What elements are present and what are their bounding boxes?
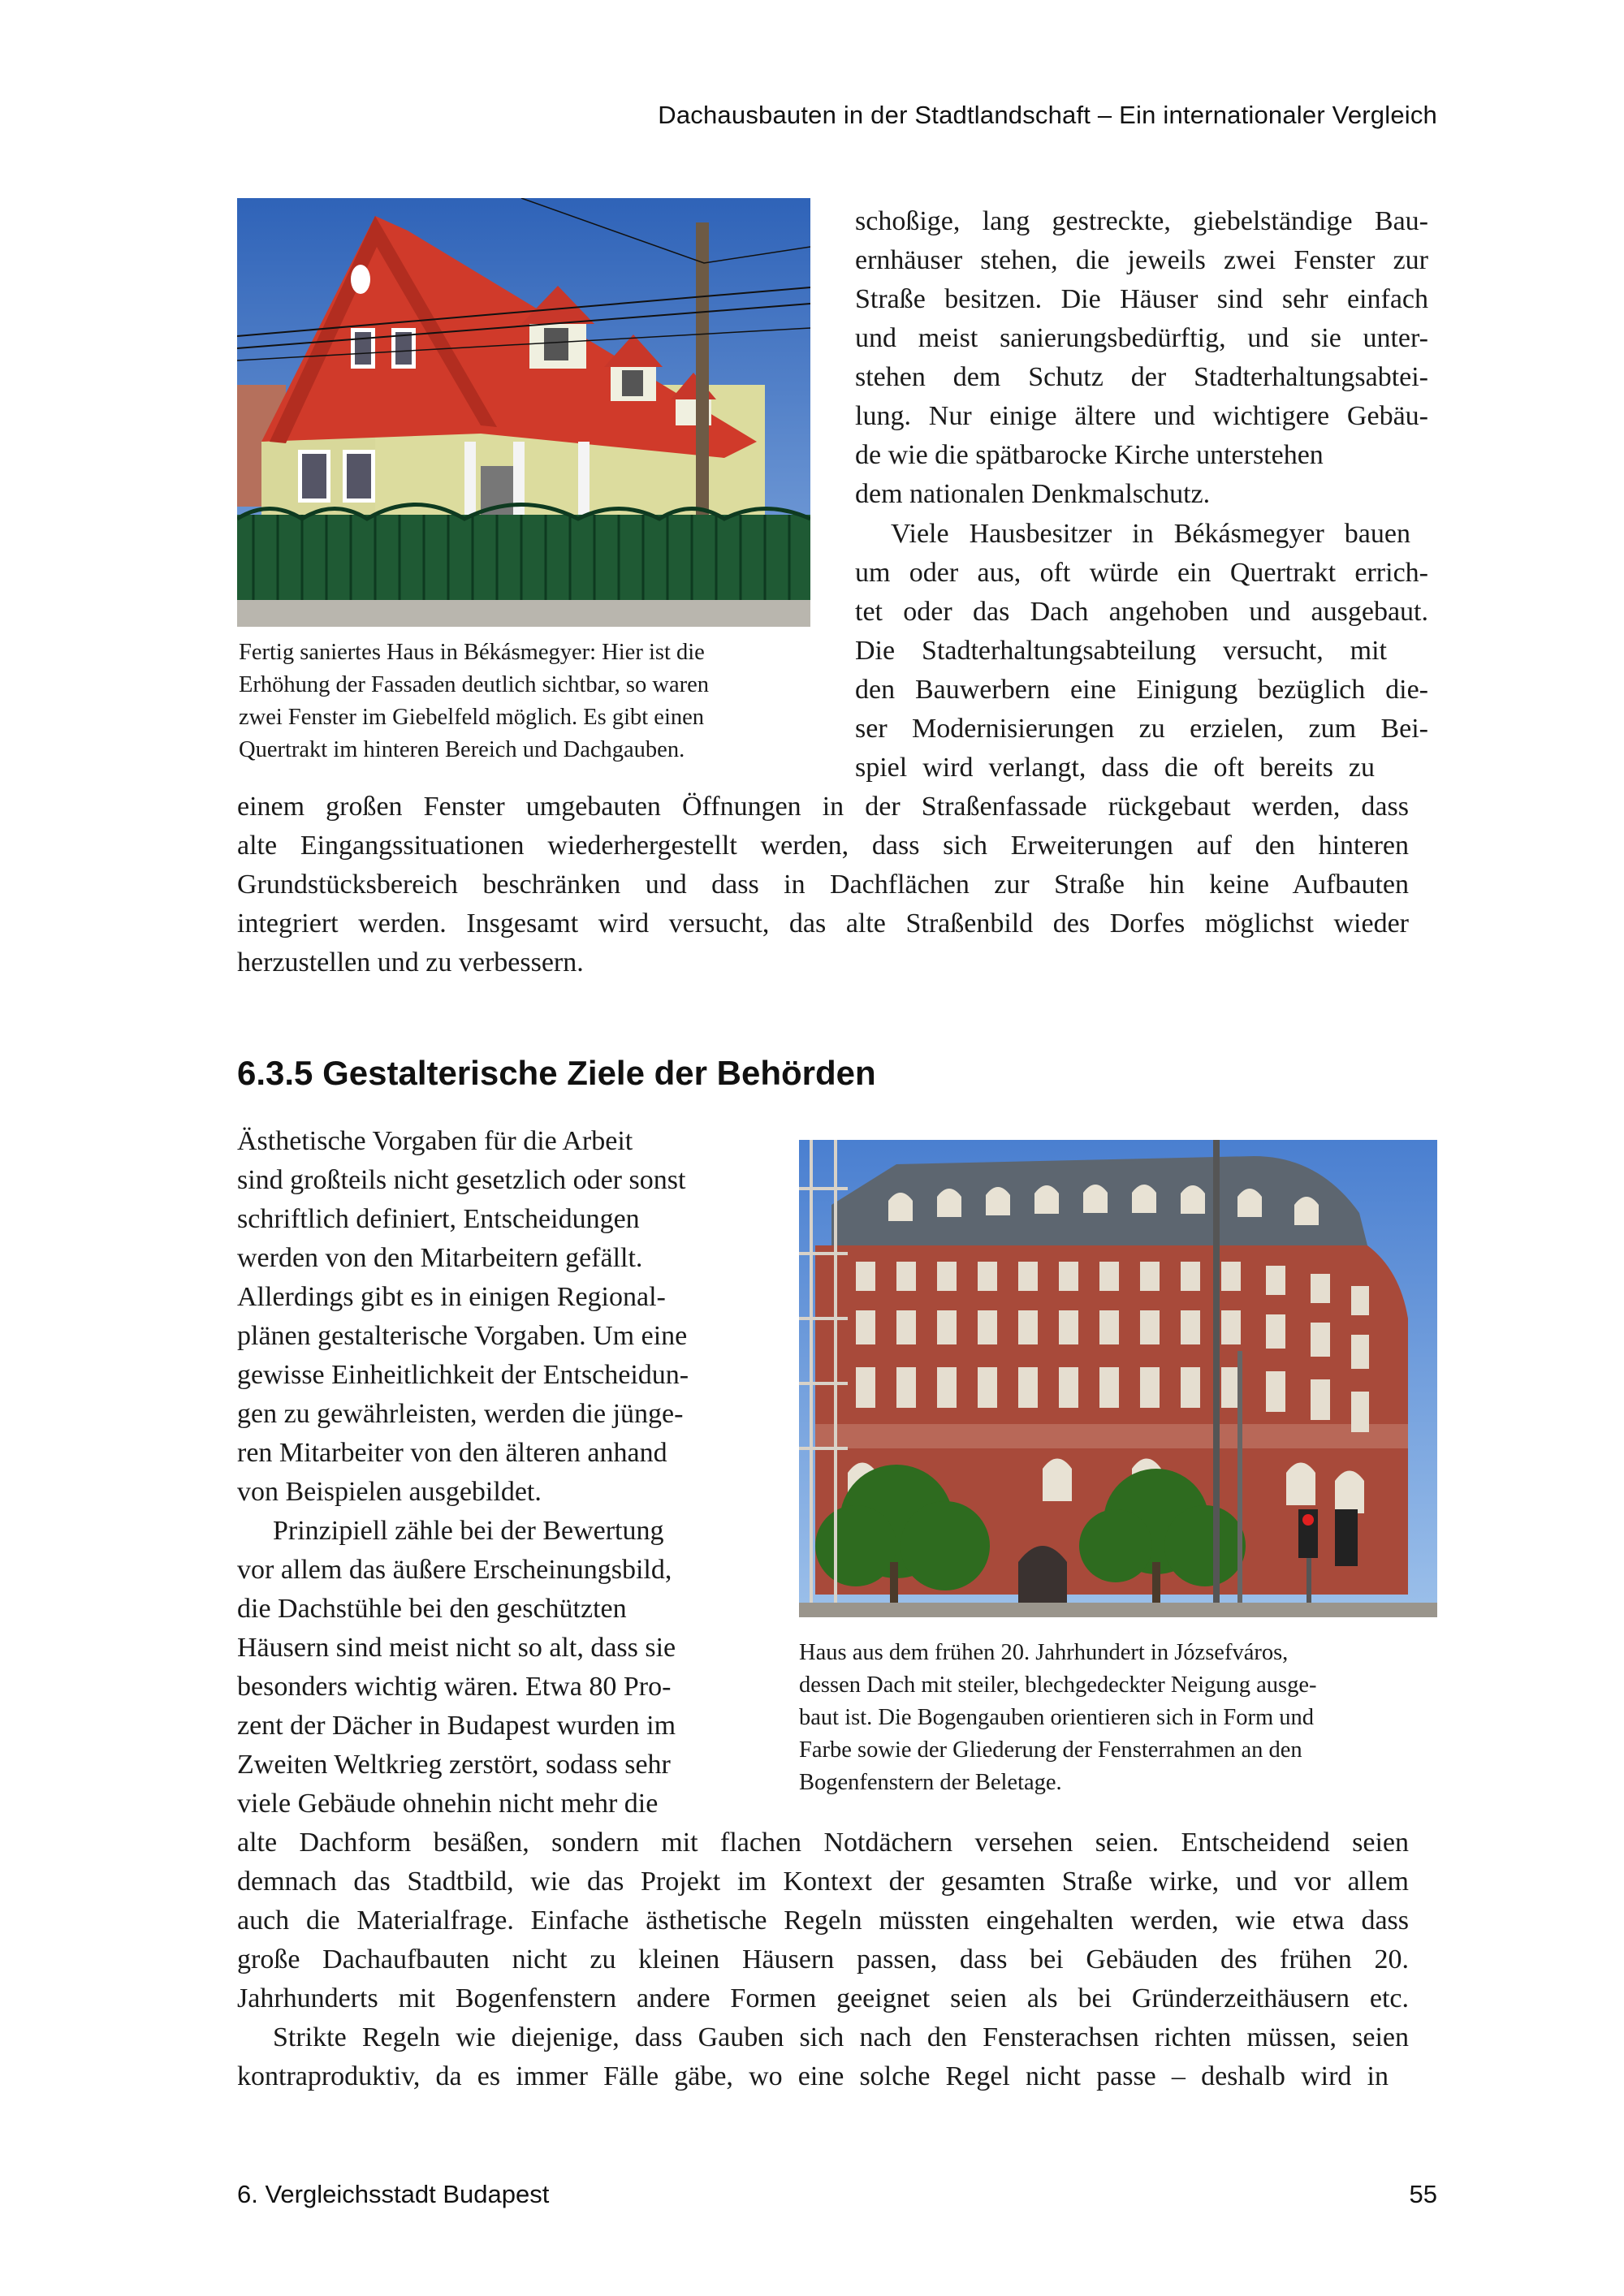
text-line: schoßige, lang gestreckte, giebelständige Bau- xyxy=(855,206,1428,236)
text-line: lung. Nur einige ältere und wichtigere Gebäu- xyxy=(855,401,1428,431)
text-line: dem nationalen Denkmalschutz. xyxy=(855,479,1211,509)
text-line: sind großteils nicht gesetzlich oder sonst xyxy=(237,1165,686,1195)
text-line: Prinzipiell zähle bei der Bewertung xyxy=(273,1516,664,1546)
caption-line: Fertig saniertes Haus in Békásmegyer: Hier ist die xyxy=(239,640,705,665)
text-line: Jahrhunderts mit Bogenfenstern andere Formen geeignet seien als bei Gründerzeithäusern etc. xyxy=(237,1983,1409,2013)
caption-line: zwei Fenster im Giebelfeld möglich. Es gibt einen xyxy=(239,705,705,730)
text-line: Viele Hausbesitzer in Békásmegyer bauen xyxy=(891,519,1410,549)
text-line: Zweiten Weltkrieg zerstört, sodass sehr xyxy=(237,1750,671,1780)
text-line: gewisse Einheitlichkeit der Entscheidun- xyxy=(237,1360,689,1390)
text-line: um oder aus, oft würde ein Quertrakt errich- xyxy=(855,558,1428,588)
text-line: demnach das Stadtbild, wie das Projekt im Kontext der gesamten Straße wirke, und vor allem xyxy=(237,1867,1409,1897)
text-line: gen zu gewährleisten, werden die jünge- xyxy=(237,1399,684,1429)
text-line: einem großen Fenster umgebauten Öffnungen in der Straßenfassade rückgebaut werden, dass xyxy=(237,792,1409,822)
caption-line: Erhöhung der Fassaden deutlich sichtbar, so waren xyxy=(239,672,709,697)
caption-line: dessen Dach mit steiler, blechgedeckter Neigung ausge- xyxy=(799,1672,1317,1698)
text-line: integriert werden. Insgesamt wird versucht, das alte Straßenbild des Dorfes möglichst wieder xyxy=(237,908,1409,939)
text-line: alte Eingangssituationen wiederhergestellt werden, dass sich Erweiterungen auf den hinteren xyxy=(237,831,1409,861)
caption-line: Farbe sowie der Gliederung der Fensterrahmen an den xyxy=(799,1737,1302,1763)
text-line: viele Gebäude ohnehin nicht mehr die xyxy=(237,1789,659,1819)
text-line: ernhäuser stehen, die jeweils zwei Fenster zur xyxy=(855,245,1428,275)
footer-chapter: 6. Vergleichsstadt Budapest xyxy=(237,2180,550,2208)
house-photo xyxy=(237,198,810,627)
text-line: alte Dachform besäßen, sondern mit flachen Notdächern versehen seien. Entscheidend seien xyxy=(237,1828,1409,1858)
text-line: Allerdings gibt es in einigen Regional- xyxy=(237,1282,666,1312)
text-line: Häusern sind meist nicht so alt, dass sie xyxy=(237,1633,676,1663)
text-line: spiel wird verlangt, dass die oft bereits zu xyxy=(855,753,1375,783)
text-line: ren Mitarbeiter von den älteren anhand xyxy=(237,1438,667,1468)
caption-line: baut ist. Die Bogengauben orientieren sich in Form und xyxy=(799,1705,1314,1730)
caption-line: Haus aus dem frühen 20. Jahrhundert in Józsefváros, xyxy=(799,1640,1289,1665)
caption-line: Quertrakt im hinteren Bereich und Dachgauben. xyxy=(239,737,685,762)
text-line: von Beispielen ausgebildet. xyxy=(237,1477,542,1507)
text-line: stehen dem Schutz der Stadterhaltungsabtei- xyxy=(855,362,1428,392)
text-line: Die Stadterhaltungsabteilung versucht, mit xyxy=(855,636,1387,666)
text-line: die Dachstühle bei den geschützten xyxy=(237,1594,627,1624)
text-line: plänen gestalterische Vorgaben. Um eine xyxy=(237,1321,688,1351)
text-line: Straße besitzen. Die Häuser sind sehr einfach xyxy=(855,284,1428,314)
text-line: zent der Dächer in Budapest wurden im xyxy=(237,1711,676,1741)
text-line: Grundstücksbereich beschränken und dass in Dachflächen zur Straße hin keine Aufbauten xyxy=(237,870,1409,900)
text-line: besonders wichtig wären. Etwa 80 Pro- xyxy=(237,1672,672,1702)
text-line: tet oder das Dach angehoben und ausgebaut. xyxy=(855,597,1428,627)
text-line: ser Modernisierungen zu erzielen, zum Bei- xyxy=(855,714,1428,744)
caption-line: Bogenfenstern der Beletage. xyxy=(799,1770,1062,1795)
text-line: den Bauwerbern eine Einigung bezüglich die- xyxy=(855,675,1428,705)
section-heading: 6.3.5 Gestalterische Ziele der Behörden xyxy=(237,1054,876,1092)
text-line: und meist sanierungsbedürftig, und sie unter- xyxy=(855,323,1428,353)
text-line: schriftlich definiert, Entscheidungen xyxy=(237,1204,640,1234)
text-line: Strikte Regeln wie diejenige, dass Gauben sich nach den Fensterachsen richten müssen, seien xyxy=(273,2022,1409,2052)
text-line: kontraproduktiv, da es immer Fälle gäbe, wo eine solche Regel nicht passe – deshalb wird in xyxy=(237,2061,1389,2091)
text-line: herzustellen und zu verbessern. xyxy=(237,947,584,978)
text-line: große Dachaufbauten nicht zu kleinen Häusern passen, dass bei Gebäuden des frühen 20. xyxy=(237,1944,1409,1974)
text-line: auch die Materialfrage. Einfache ästhetische Regeln müssten eingehalten werden, wie etwa dass xyxy=(237,1905,1409,1936)
text-line: vor allem das äußere Erscheinungsbild, xyxy=(237,1555,672,1585)
running-header: Dachausbauten in der Stadtlandschaft – Ein internationaler Vergleich xyxy=(658,101,1437,129)
text-line: de wie die spätbarocke Kirche unterstehen xyxy=(855,440,1324,470)
building-photo xyxy=(799,1140,1437,1617)
page-number: 55 xyxy=(1409,2180,1437,2208)
text-line: Ästhetische Vorgaben für die Arbeit xyxy=(237,1126,633,1156)
text-line: werden von den Mitarbeitern gefällt. xyxy=(237,1243,643,1273)
